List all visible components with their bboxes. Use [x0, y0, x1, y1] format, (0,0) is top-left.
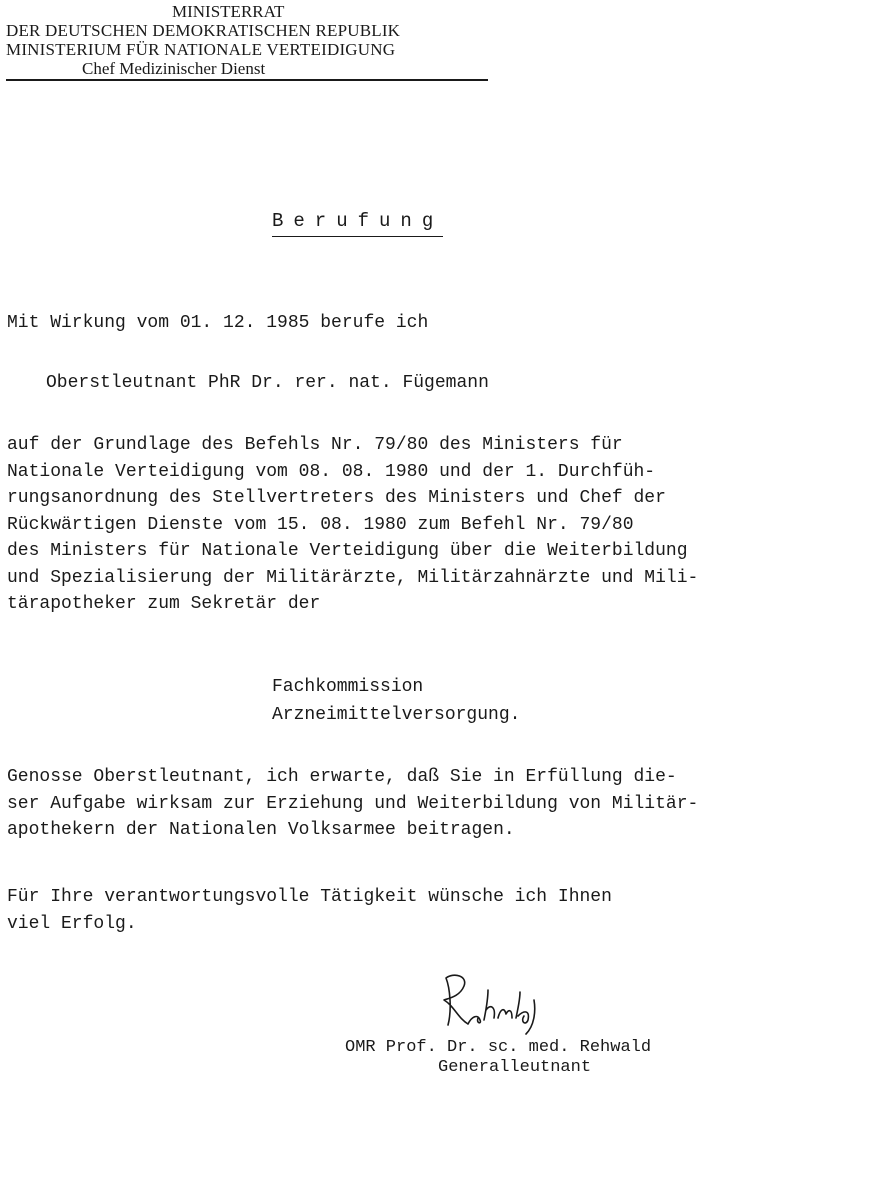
basis-line: und Spezialisierung der Militärärzte, Militärzahnärzte und Mili- — [7, 567, 699, 588]
signatory-rank: Generalleutnant — [438, 1058, 592, 1077]
basis-line: auf der Grundlage des Befehls Nr. 79/80 des Ministers für — [7, 435, 623, 455]
signatory-name: OMR Prof. Dr. sc. med. Rehwald — [345, 1038, 652, 1057]
basis-line: des Ministers für Nationale Verteidigung über die Weiterbildung — [7, 541, 688, 561]
basis-line: Nationale Verteidigung vom 08. 08. 1980 und der 1. Durchfüh- — [7, 461, 656, 482]
document-title: Berufung — [272, 210, 443, 237]
letterhead-department: Chef Medizinischer Dienst — [82, 59, 266, 78]
commission-line-2: Arzneimittelversorgung. — [272, 705, 521, 725]
commission-line-1: Fachkommission — [272, 677, 424, 697]
expectation-line: ser Aufgabe wirksam zur Erziehung und Weiterbildung von Militär- — [7, 793, 699, 814]
letterhead-council: MINISTERRAT — [172, 2, 285, 21]
basis-line: Rückwärtigen Dienste vom 15. 08. 1980 zum Befehl Nr. 79/80 — [7, 514, 634, 535]
expectation-line: apothekern der Nationalen Volksarmee beitragen. — [7, 820, 515, 840]
intro-line: Mit Wirkung vom 01. 12. 1985 berufe ich — [7, 313, 429, 333]
handwritten-signature — [438, 970, 548, 1038]
letterhead — [6, 2, 488, 78]
expectation-line: Genosse Oberstleutnant, ich erwarte, daß Sie in Erfüllung die- — [7, 767, 677, 787]
wishes-paragraph — [7, 884, 612, 937]
letterhead-republic: DER DEUTSCHEN DEMOKRATISCHEN REPUBLIK — [6, 21, 401, 40]
letterhead-ministry: MINISTERIUM FÜR NATIONALE VERTEIDIGUNG — [6, 40, 396, 59]
wishes-line: viel Erfolg. — [7, 913, 137, 934]
letterhead-rule — [6, 79, 488, 81]
basis-paragraph — [7, 432, 698, 618]
basis-line: tärapotheker zum Sekretär der — [7, 594, 321, 614]
expectation-paragraph — [7, 764, 698, 844]
basis-line: rungsanordnung des Stellvertreters des Ministers und Chef der — [7, 488, 666, 508]
wishes-line: Für Ihre verantwortungsvolle Tätigkeit wünsche ich Ihnen — [7, 887, 612, 907]
appointee-line: Oberstleutnant PhR Dr. rer. nat. Fügemann — [46, 373, 489, 393]
